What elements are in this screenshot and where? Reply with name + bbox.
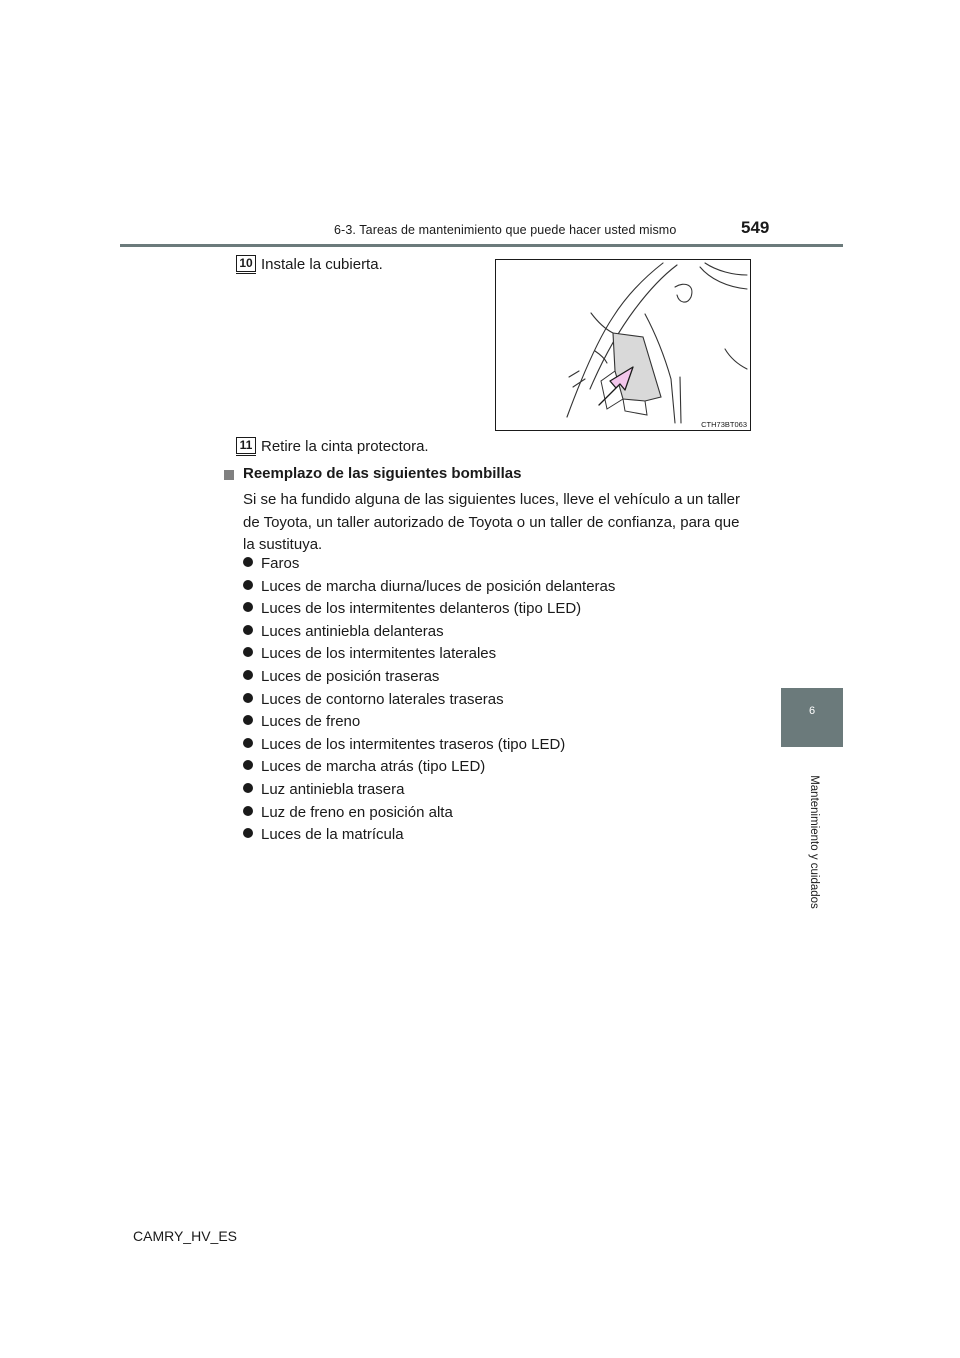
list-item-text: Luces de marcha diurna/luces de posición delanteras (261, 577, 616, 595)
list-item-text: Luces de los intermitentes delanteros (tipo LED) (261, 600, 582, 618)
section-paragraph: Si se ha fundido alguna de las siguientes luces, lleve el vehículo a un taller de Toyota, un taller autorizado de Toyota o un taller de confianza, para que la sustituya. (243, 491, 740, 553)
list-item-text: Luz de freno en posición alta (261, 803, 453, 821)
bullet-icon (243, 625, 253, 635)
footer-model-code: CAMRY_HV_ES (133, 1228, 238, 1244)
bullet-icon (243, 670, 253, 680)
list-item (243, 711, 615, 734)
bullet-icon (243, 580, 253, 590)
bullet-icon (243, 760, 253, 770)
bulb-list (243, 553, 615, 847)
figure-code: CTH73BT063 (701, 420, 747, 429)
list-item (243, 576, 615, 599)
list-item (243, 621, 615, 644)
list-item (243, 756, 615, 779)
step-text-10: Instale la cubierta. (261, 256, 383, 273)
header-section-title: 6-3. Tareas de mantenimiento que puede hacer usted mismo (334, 223, 677, 237)
list-item-text: Luces de posición traseras (261, 667, 440, 685)
bullet-icon (243, 715, 253, 725)
list-item (243, 666, 615, 689)
list-item (243, 734, 615, 757)
bullet-icon (243, 647, 253, 657)
list-item-text: Luz antiniebla trasera (261, 780, 405, 798)
bullet-icon (243, 806, 253, 816)
bullet-icon (243, 602, 253, 612)
list-item-text: Luces de marcha atrás (tipo LED) (261, 758, 486, 776)
step-badge-11: 11 (236, 437, 256, 454)
chapter-tab: 6 (781, 688, 843, 747)
list-item-text: Luces antiniebla delanteras (261, 622, 444, 640)
list-item-text: Luces de los intermitentes traseros (tipo LED) (261, 735, 566, 753)
list-item (243, 779, 615, 802)
list-item-text: Luces de contorno laterales traseras (261, 690, 504, 708)
list-item (243, 802, 615, 825)
bullet-icon (243, 693, 253, 703)
list-item-text: Faros (261, 555, 300, 572)
list-item (243, 824, 615, 847)
bullet-icon (243, 828, 253, 838)
page-number: 549 (741, 218, 770, 237)
chapter-title-text: Mantenimiento y cuidados (808, 775, 820, 909)
chapter-title (762, 775, 866, 909)
list-item (243, 689, 615, 712)
step-badge-10: 10 (236, 255, 256, 272)
bullet-icon (243, 738, 253, 748)
list-item-text: Luces de los intermitentes laterales (261, 645, 497, 663)
bullet-icon (243, 783, 253, 793)
step-text-11: Retire la cinta protectora. (261, 438, 429, 455)
list-item (243, 553, 615, 576)
list-item (243, 598, 615, 621)
list-item (243, 643, 615, 666)
list-item-text: Luces de la matrícula (261, 826, 404, 844)
list-item-text: Luces de freno (261, 713, 361, 731)
section-heading: Reemplazo de las siguientes bombillas (243, 465, 522, 482)
figure-install-cover (495, 259, 751, 431)
section-marker (224, 470, 234, 480)
header-rule (120, 244, 843, 247)
bullet-icon (243, 557, 253, 567)
